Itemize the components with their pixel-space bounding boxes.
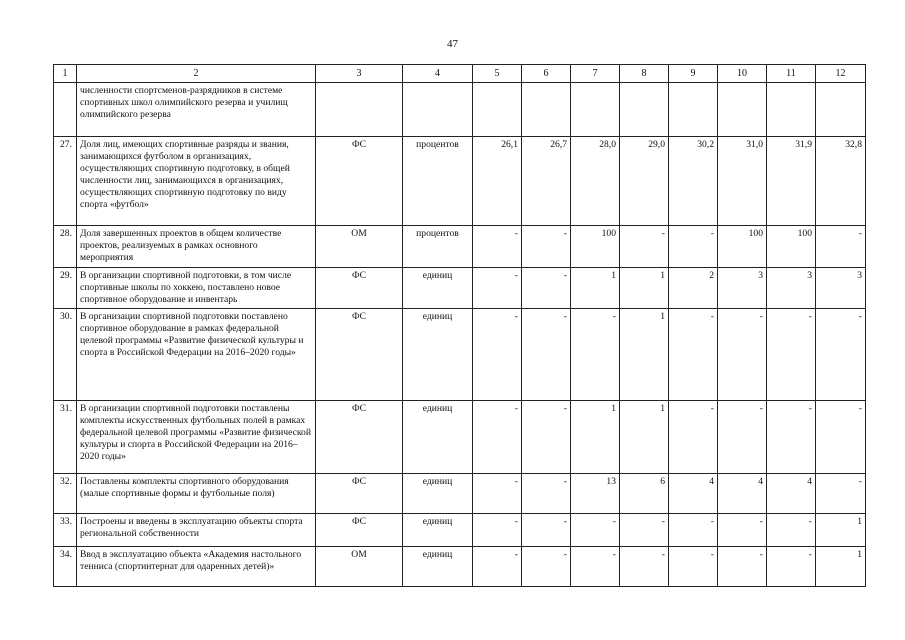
indicator-code: ФС [316,514,403,547]
indicator-code: ОМ [316,226,403,268]
table-row [54,514,866,547]
column-header-12: 12 [816,65,866,83]
value-cell: - [473,309,522,401]
table-row [54,268,866,309]
value-cell: - [669,226,718,268]
value-cell: - [718,547,767,587]
value-cell: 4 [718,474,767,514]
value-cell: - [473,474,522,514]
indicator-code: ОМ [316,547,403,587]
table-row [54,401,866,474]
value-cell: 1 [620,401,669,474]
value-cell: 1 [571,401,620,474]
value-cell: - [767,401,816,474]
value-cell: - [816,226,866,268]
unit-of-measure: единиц [403,309,473,401]
value-cell: 32,8 [816,137,866,226]
value-cell: 4 [767,474,816,514]
unit-of-measure: единиц [403,547,473,587]
value-cell: - [571,309,620,401]
unit-of-measure: единиц [403,268,473,309]
unit-of-measure: единиц [403,474,473,514]
value-cell: 4 [669,474,718,514]
value-cell: 26,7 [522,137,571,226]
column-header-4: 4 [403,65,473,83]
value-cell [522,83,571,137]
column-header-7: 7 [571,65,620,83]
value-cell [620,83,669,137]
value-cell: 3 [718,268,767,309]
indicator-code [316,83,403,137]
unit-of-measure: процентов [403,137,473,226]
value-cell: 100 [571,226,620,268]
column-header-row [54,65,866,83]
table-row [54,137,866,226]
column-header-5: 5 [473,65,522,83]
value-cell [473,83,522,137]
indicator-code: ФС [316,268,403,309]
unit-of-measure: единиц [403,514,473,547]
indicator-name: Доля лиц, имеющих спортивные разряды и звания, занимающихся футболом в организациях, осуществляющих спортивную подготовку, в общей численности лиц, занимающихся в организациях, осуществляющих спортивную подготовку по виду спорта «футбол» [77,137,316,226]
value-cell: - [816,474,866,514]
value-cell: 1 [571,268,620,309]
value-cell: - [522,514,571,547]
value-cell: 1 [620,309,669,401]
row-number: 32. [54,474,77,514]
indicator-code: ФС [316,474,403,514]
column-header-6: 6 [522,65,571,83]
unit-of-measure [403,83,473,137]
value-cell: - [522,226,571,268]
row-number: 31. [54,401,77,474]
value-cell: - [718,401,767,474]
row-number: 34. [54,547,77,587]
indicator-name: Ввод в эксплуатацию объекта «Академия настольного тенниса (спортинтернат для одаренных детей)» [77,547,316,587]
row-number: 28. [54,226,77,268]
indicator-name: В организации спортивной подготовки поставлены комплекты искусственных футбольных полей в рамках федеральной целевой программы «Развитие физической культуры и спорта в Российской Федерации на 2016–2020 годы» [77,401,316,474]
row-number: 30. [54,309,77,401]
value-cell [718,83,767,137]
value-cell: - [620,547,669,587]
indicator-name: В организации спортивной подготовки поставлено спортивное оборудование в рамках федеральной целевой программы «Развитие физической культуры и спорта в Российской Федерации на 2016–2020 годы» [77,309,316,401]
indicator-code: ФС [316,309,403,401]
indicator-name: Построены и введены в эксплуатацию объекты спорта региональной собственности [77,514,316,547]
row-number [54,83,77,137]
value-cell: 28,0 [571,137,620,226]
column-header-8: 8 [620,65,669,83]
value-cell: - [473,547,522,587]
value-cell: 3 [816,268,866,309]
row-number: 27. [54,137,77,226]
value-cell: 100 [718,226,767,268]
value-cell: - [669,309,718,401]
value-cell: - [620,514,669,547]
value-cell: - [669,547,718,587]
value-cell [816,83,866,137]
indicator-name: численности спортсменов-разрядников в системе спортивных школ олимпийского резерва и училищ олимпийского резерва [77,83,316,137]
value-cell: - [571,547,620,587]
value-cell: - [669,514,718,547]
indicator-name: Поставлены комплекты спортивного оборудования (малые спортивные формы и футбольные поля) [77,474,316,514]
value-cell: - [473,226,522,268]
table-row [54,474,866,514]
value-cell: - [718,514,767,547]
unit-of-measure: процентов [403,226,473,268]
value-cell: 1 [816,514,866,547]
value-cell: 13 [571,474,620,514]
value-cell: - [473,268,522,309]
value-cell: 100 [767,226,816,268]
indicator-code: ФС [316,401,403,474]
value-cell: 1 [816,547,866,587]
value-cell [767,83,816,137]
value-cell: 29,0 [620,137,669,226]
table-row [54,226,866,268]
value-cell [571,83,620,137]
column-header-3: 3 [316,65,403,83]
value-cell: - [816,309,866,401]
value-cell: 30,2 [669,137,718,226]
value-cell: - [473,401,522,474]
row-number: 33. [54,514,77,547]
indicators-table [53,64,866,587]
page-number: 47 [447,38,458,50]
value-cell: - [571,514,620,547]
table-row [54,547,866,587]
value-cell: 31,9 [767,137,816,226]
value-cell: 2 [669,268,718,309]
indicator-name: Доля завершенных проектов в общем количестве проектов, реализуемых в рамках основного мероприятия [77,226,316,268]
value-cell: - [522,547,571,587]
row-number: 29. [54,268,77,309]
column-header-1: 1 [54,65,77,83]
value-cell: - [522,401,571,474]
value-cell: - [816,401,866,474]
column-header-11: 11 [767,65,816,83]
value-cell: - [767,514,816,547]
value-cell: 3 [767,268,816,309]
value-cell: - [522,474,571,514]
column-header-10: 10 [718,65,767,83]
value-cell: 31,0 [718,137,767,226]
value-cell [669,83,718,137]
value-cell: - [718,309,767,401]
indicator-code: ФС [316,137,403,226]
table-row [54,83,866,137]
value-cell: 1 [620,268,669,309]
value-cell: - [473,514,522,547]
column-header-2: 2 [77,65,316,83]
value-cell: 6 [620,474,669,514]
value-cell: - [767,547,816,587]
column-header-9: 9 [669,65,718,83]
unit-of-measure: единиц [403,401,473,474]
value-cell: - [522,309,571,401]
indicator-name: В организации спортивной подготовки, в том числе спортивные школы по хоккею, поставлено новое спортивное оборудование и инвентарь [77,268,316,309]
table-row [54,309,866,401]
value-cell: - [522,268,571,309]
value-cell: 26,1 [473,137,522,226]
value-cell: - [767,309,816,401]
value-cell: - [669,401,718,474]
value-cell: - [620,226,669,268]
